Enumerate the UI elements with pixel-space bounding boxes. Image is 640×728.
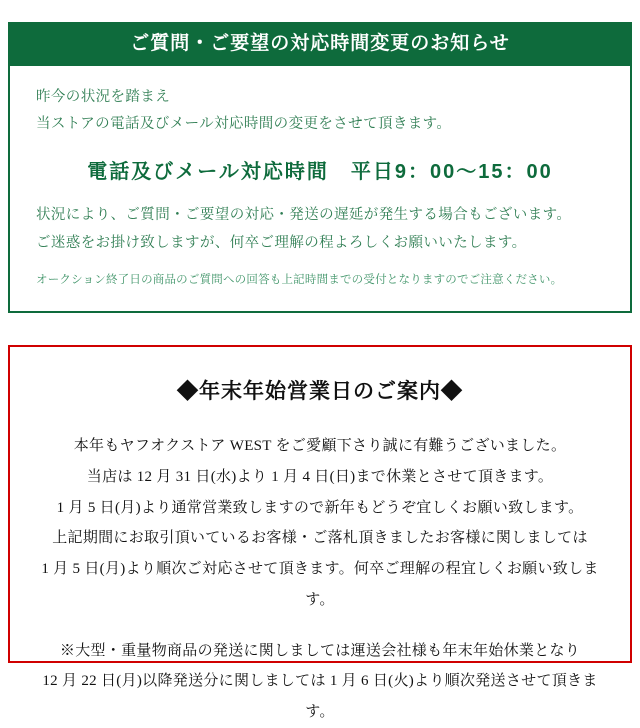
green-notice-line-2: 当ストアの電話及びメール対応時間の変更をさせて頂きます。 [36,116,452,133]
red-notice-line-5: 1 月 5 日(月)より順次ご対応させて頂きます。何卒ご理解の程宜しくお願い致します。 [41,561,599,608]
red-notice-line-3: 1 月 5 日(月)より通常営業致しますので新年もどうぞ宜しくお願い致します。 [56,499,584,516]
green-notice-line-3: 状況により、ご質問・ご要望の対応・発送の遅延が発生する場合もございます。 [36,206,572,223]
red-notice-line-1: 本年もヤフオクストア WEST をご愛顧下さり誠に有難うございました。 [73,438,567,454]
green-notice-hours: 電話及びメール対応時間 平日9：00〜15：00 [87,160,553,183]
red-notice-line-2: 当店は 12 月 31 日(水)より 1 月 4 日(日)まで休業とさせて頂きます。 [86,468,554,485]
red-notice-title: ◆年末年始営業日のご案内◆ [177,380,463,403]
red-notice-line-7: 12 月 22 日(月)以降発送分に関しましては 1 月 6 日(火)より順次発送させて頂きます。 [42,673,598,720]
green-notice-line-1: 昨今の状況を踏まえ [36,88,171,105]
green-notice-line-4: ご迷惑をお掛け致しますが、何卒ご理解の程よろしくお願いいたします。 [36,234,527,251]
red-notice-line-6: ※大型・重量物商品の発送に関しましては運送会社様も年末年始休業となり [59,642,581,659]
green-notice-footnote: オークション終了日の商品のご質問への回答も上記時間までの受付となりますのでご注意ください。 [36,274,563,287]
holiday-schedule-notice-panel [8,345,632,720]
green-notice-body [10,66,630,312]
operating-hours-notice-panel [8,22,632,313]
green-notice-header: ご質問・ご要望の対応時間変更のお知らせ [10,24,630,66]
red-notice-body [10,431,630,728]
red-notice-spacer [28,616,612,636]
red-notice-line-4: 上記期間にお取引頂いているお客様・ご落札頂きましたお客様に関しましては [52,530,588,547]
